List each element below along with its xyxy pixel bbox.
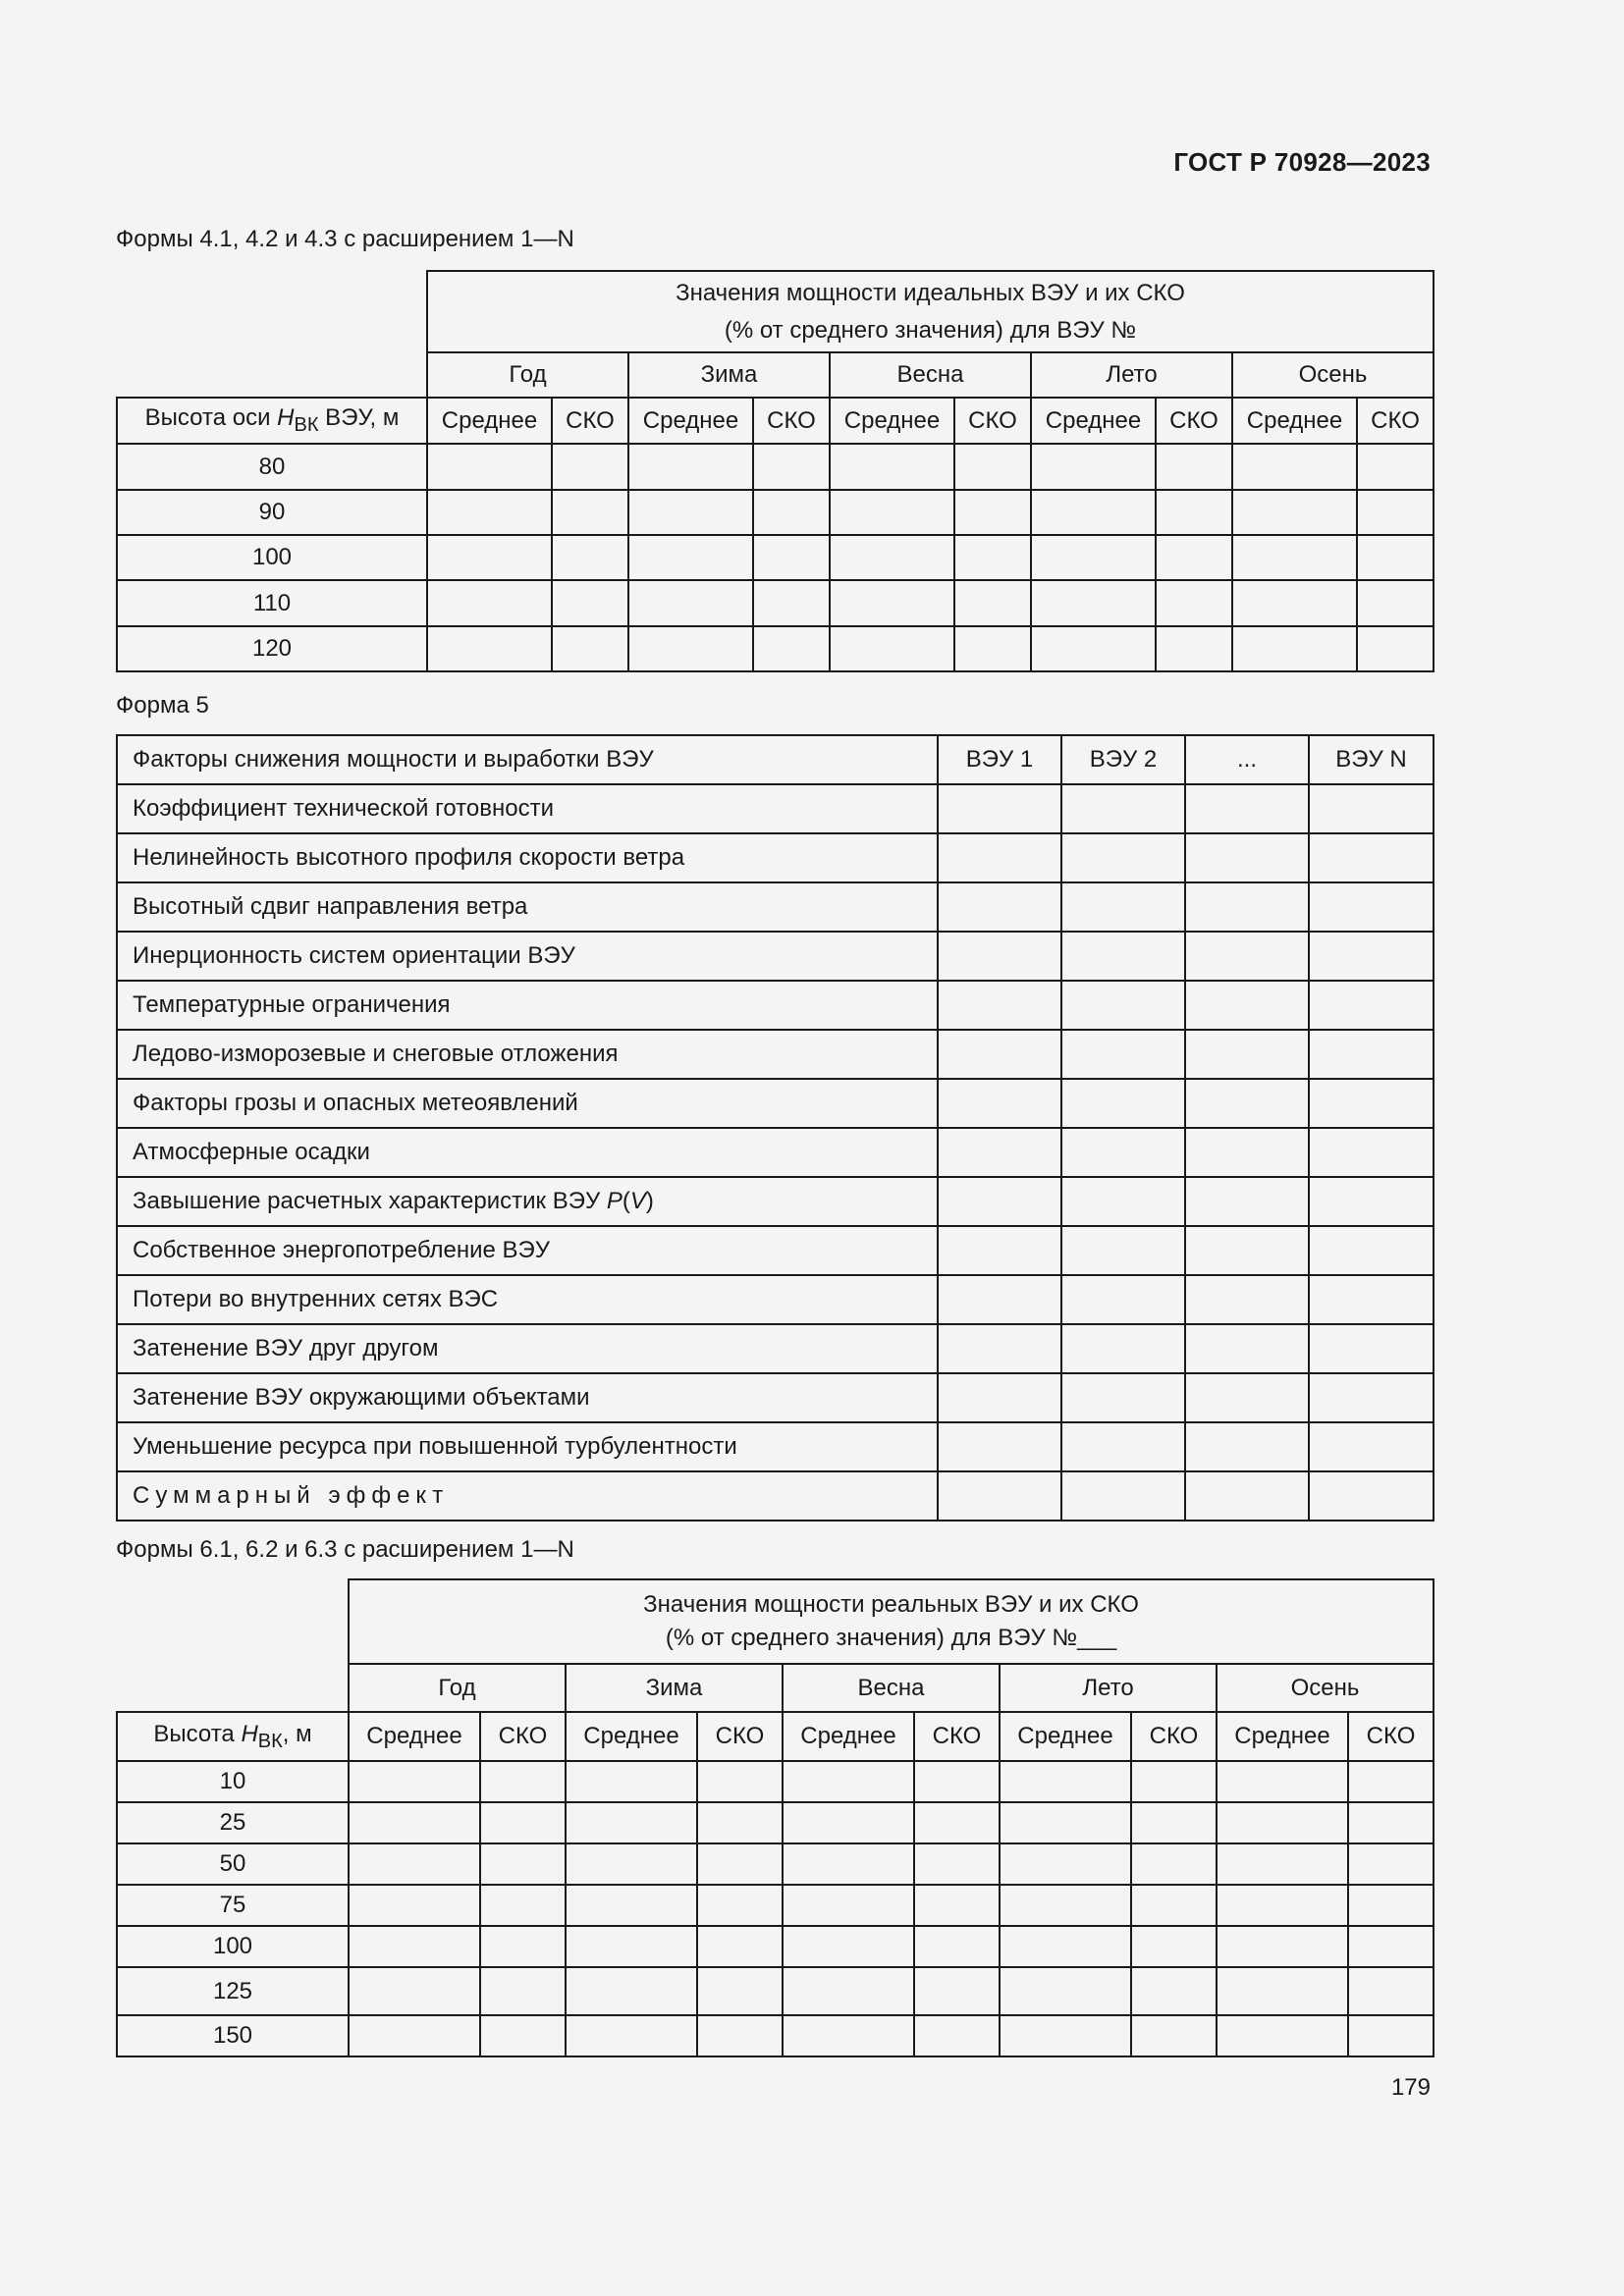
table-row: [117, 2015, 1434, 2056]
form4-sko-header: СКО: [954, 398, 1031, 444]
page-number: 179: [1390, 2074, 1431, 2101]
form4-sko-header: СКО: [552, 398, 628, 444]
table-row: [117, 626, 1434, 671]
form5-factor: Атмосферные осадки: [117, 1128, 938, 1177]
table-row: [117, 1324, 1434, 1373]
form4-height-header: Высота оси $H_{ВК}$ ВЭУ, м: [117, 398, 427, 444]
table-row: [117, 833, 1434, 882]
form6-mean-header: Среднее: [349, 1712, 480, 1761]
table-row: [117, 1226, 1434, 1275]
table-row: [117, 1422, 1434, 1471]
form6-sko-header: СКО: [1348, 1712, 1434, 1761]
form5-factor: Затенение ВЭУ окружающими объектами: [117, 1373, 938, 1422]
form6-title: [349, 1579, 1434, 1664]
table-row: [117, 1177, 1434, 1226]
form6-corner: [117, 1579, 349, 1664]
form4-mean-header: Среднее: [427, 398, 552, 444]
form4-season-year: Год: [427, 352, 628, 398]
form5-factor: Факторы грозы и опасных метеоявлений: [117, 1079, 938, 1128]
table-row: [117, 1926, 1434, 1967]
form4-title: [427, 271, 1434, 352]
form5-factor: Собственное энергопотребление ВЭУ: [117, 1226, 938, 1275]
table-row: [117, 444, 1434, 490]
table-row: [117, 580, 1434, 626]
form4-mean-header: Среднее: [830, 398, 954, 444]
form5-factor: Завышение расчетных характеристик ВЭУ P(V): [117, 1177, 938, 1226]
form5-unit-header: ВЭУ N: [1309, 735, 1434, 784]
form4-title-line2: (% от среднего значения) для ВЭУ №: [724, 316, 1137, 344]
form6-height-cell: 75: [117, 1885, 349, 1926]
form5-factor-header: Факторы снижения мощности и выработки ВЭУ: [117, 735, 938, 784]
form6-season-autumn: Осень: [1217, 1664, 1434, 1712]
form5-total: Суммарный эффект: [117, 1471, 938, 1521]
form6-mean-header: Среднее: [783, 1712, 914, 1761]
form6-height-header: Высота $H_{ВК}$, м: [117, 1712, 349, 1761]
form4-season-winter: Зима: [628, 352, 830, 398]
form5-factor: Коэффициент технической готовности: [117, 784, 938, 833]
table-row: [117, 1802, 1434, 1843]
form6-season-winter: Зима: [566, 1664, 783, 1712]
table-row: [117, 1030, 1434, 1079]
form6-sko-header: СКО: [697, 1712, 783, 1761]
table-row: [117, 1471, 1434, 1521]
table-row: [117, 535, 1434, 580]
form6-table: [116, 1578, 1435, 2057]
table-row: [117, 1079, 1434, 1128]
form6-sko-header: СКО: [914, 1712, 1000, 1761]
table-row: [117, 981, 1434, 1030]
table-row: [117, 1967, 1434, 2015]
form5-factor: Высотный сдвиг направления ветра: [117, 882, 938, 932]
form5-factor: Температурные ограничения: [117, 981, 938, 1030]
table-row: [117, 1373, 1434, 1422]
form6-caption: Формы 6.1, 6.2 и 6.3 с расширением 1—N: [116, 1536, 574, 1563]
form4-sko-header: СКО: [1156, 398, 1232, 444]
form4-corner: [117, 271, 427, 352]
form6-height-cell: 10: [117, 1761, 349, 1802]
table-row: [117, 1761, 1434, 1802]
form6-title-line2: (% от среднего значения) для ВЭУ №___: [665, 1625, 1117, 1651]
form4-height-cell: 80: [117, 444, 427, 490]
table-row: [117, 1128, 1434, 1177]
table-row: [117, 1843, 1434, 1885]
form6-season-summer: Лето: [1000, 1664, 1217, 1712]
form6-height-cell: 125: [117, 1967, 349, 2015]
form6-mean-header: Среднее: [1000, 1712, 1131, 1761]
form5-unit-header: ВЭУ 1: [938, 735, 1061, 784]
form6-sko-header: СКО: [480, 1712, 566, 1761]
form5-factor: Затенение ВЭУ друг другом: [117, 1324, 938, 1373]
form5-factor: Ледово-изморозевые и снеговые отложения: [117, 1030, 938, 1079]
form4-title-line1: Значения мощности идеальных ВЭУ и их СКО: [676, 279, 1185, 306]
form5-unit-header: ...: [1185, 735, 1309, 784]
table-row: [117, 932, 1434, 981]
form6-season-year: Год: [349, 1664, 566, 1712]
table-row: [117, 490, 1434, 535]
form5-factor: Уменьшение ресурса при повышенной турбулентности: [117, 1422, 938, 1471]
document-standard-header: ГОСТ Р 70928—2023: [1173, 147, 1431, 177]
form6-season-spring: Весна: [783, 1664, 1000, 1712]
form4-season-spring: Весна: [830, 352, 1031, 398]
form4-mean-header: Среднее: [628, 398, 753, 444]
form6-mean-header: Среднее: [1217, 1712, 1348, 1761]
table-row: [117, 882, 1434, 932]
form4-sko-header: СКО: [1357, 398, 1434, 444]
form6-sko-header: СКО: [1131, 1712, 1217, 1761]
form6-mean-header: Среднее: [566, 1712, 697, 1761]
form4-table: [116, 270, 1435, 672]
table-row: [117, 1885, 1434, 1926]
form4-caption: Формы 4.1, 4.2 и 4.3 с расширением 1—N: [116, 226, 574, 252]
form4-season-autumn: Осень: [1232, 352, 1434, 398]
form5-factor: Нелинейность высотного профиля скорости ветра: [117, 833, 938, 882]
form6-title-line1: Значения мощности реальных ВЭУ и их СКО: [643, 1591, 1139, 1618]
form5-table: [116, 734, 1435, 1522]
form6-height-cell: 150: [117, 2015, 349, 2056]
form4-mean-header: Среднее: [1232, 398, 1357, 444]
form4-height-cell: 110: [117, 580, 427, 626]
form4-sko-header: СКО: [753, 398, 830, 444]
form5-unit-header: ВЭУ 2: [1061, 735, 1185, 784]
form6-height-cell: 25: [117, 1802, 349, 1843]
form4-height-cell: 120: [117, 626, 427, 671]
table-row: [117, 784, 1434, 833]
table-row: [117, 1275, 1434, 1324]
form5-factor: Потери во внутренних сетях ВЭС: [117, 1275, 938, 1324]
form6-height-cell: 100: [117, 1926, 349, 1967]
form5-caption: Форма 5: [116, 692, 209, 719]
form4-height-cell: 90: [117, 490, 427, 535]
form6-height-cell: 50: [117, 1843, 349, 1885]
form4-mean-header: Среднее: [1031, 398, 1156, 444]
form5-factor: Инерционность систем ориентации ВЭУ: [117, 932, 938, 981]
form4-height-cell: 100: [117, 535, 427, 580]
form4-season-summer: Лето: [1031, 352, 1232, 398]
